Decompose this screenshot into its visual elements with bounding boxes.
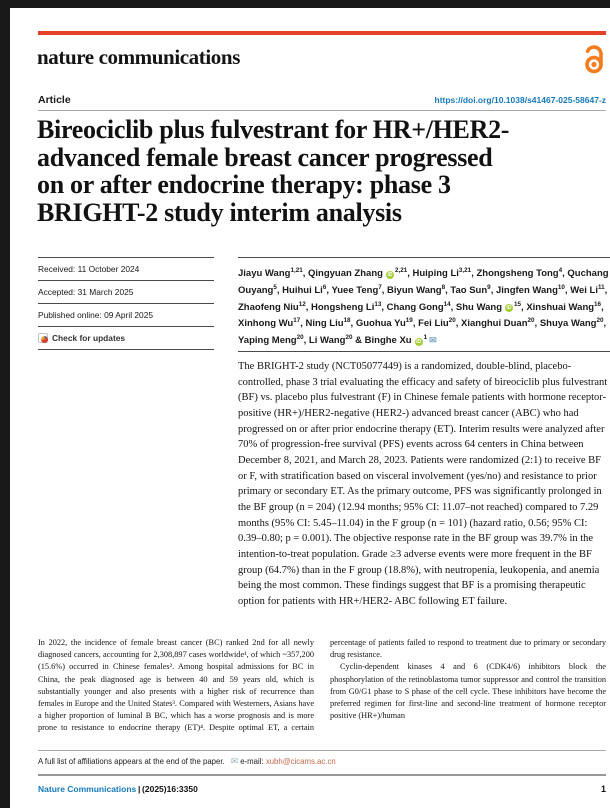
author: Hongsheng Li$^{13}$ (311, 300, 382, 313)
article-header-row (38, 94, 606, 106)
published-date: Published online: 09 April 2025 (38, 304, 214, 327)
author: Binghe Xu $iD^1$ ✉ (364, 334, 437, 347)
author: Quchang Ouyang$^5$ (238, 268, 609, 296)
author-affiliation-sup: 17 (293, 317, 301, 325)
email-label: e-mail: (240, 757, 264, 766)
accepted-date: Accepted: 31 March 2025 (38, 281, 214, 304)
author-affiliation-sup: 16 (594, 300, 602, 308)
check-for-updates-button[interactable] (38, 327, 214, 350)
author-affiliation-sup: 20 (345, 334, 353, 342)
author: Zhaofeng Niu$^{12}$ (238, 300, 306, 313)
author: Shuya Wang$^{20}$ (539, 317, 604, 330)
received-date: Received: 11 October 2024 (38, 258, 214, 281)
citation-separator: | (137, 784, 141, 794)
author-affiliation-sup: 15 (514, 300, 522, 308)
author-affiliation-sup: 20 (596, 317, 604, 325)
author-affiliation-sup: 9 (487, 283, 491, 291)
author: Tao Sun$^9$ (450, 283, 491, 296)
author: Qingyuan Zhang iD$^{2,21}$ (307, 267, 408, 279)
journal-logotype: nature communications (37, 45, 240, 69)
corresponding-author-email-icon[interactable]: ✉ (429, 335, 437, 346)
check-for-updates-label: Check for updates (52, 333, 126, 343)
doi-link[interactable]: https://doi.org/10.1038/s41467-025-58647-z (434, 95, 606, 105)
author: Jiayu Wang$^{1,21}$ (238, 267, 303, 279)
author-affiliation-sup: 13 (374, 300, 382, 308)
author: Fei Liu$^{20}$ (418, 317, 456, 330)
author-affiliation-sup: 8 (441, 283, 446, 291)
author-affiliation-sup: 1 (423, 334, 428, 342)
author-affiliation-sup: 18 (343, 317, 351, 325)
author-affiliation-sup: 1,21 (290, 267, 303, 274)
author: Wei Li$^{11}$ (570, 283, 605, 296)
author-affiliation-sup: 20 (527, 317, 535, 325)
author: Xinshuai Wang$^{16}$ (526, 300, 602, 313)
citation-text: (2025)16:3350 (142, 784, 198, 794)
email-link[interactable]: xubh@cicams.ac.cn (265, 757, 336, 766)
intro-paragraph: Cyclin-dependent kinases 4 and 6 (CDK4/6) inhibitors block the phosphorylation of the retinoblastoma tumor suppressor and control the transition from G0/G1 phase to S phase of the cell cycle. These inhibitors have become the preferred regimen for first-line and second-line treatment of hormone receptor positive (HR+)/human (330, 662, 606, 721)
footer-divider (38, 774, 606, 776)
author-affiliation-sup: 3,21 (458, 267, 472, 274)
article-type-label: Article (38, 94, 71, 106)
author-affiliation-sup: 20 (296, 334, 304, 342)
abstract-text: The BRIGHT-2 study (NCT05077449) is a randomized, double-blind, placebo-controlled, phase 3 trial evaluating the efficacy and safety of bireociclib plus fulvestrant (BF) vs. placebo plus fulvestrant (F) in Chinese female patients with hormone receptor-positive (HR+)/HER2-negative (HER2-) advanced breast cancer (ABC) who had progressed on or after prior endocrine therapy (ET). Interim results were analyzed after 70% of progression-free survival (PFS) events across 64 centers in China between December 8, 2021, and March 28, 2023. Patients were randomized (2:1) to receive BF or F, with stratification based on visceral involvement (yes/no) and resistance to prior primary or secondary ET. As the primary outcome, PFS was significantly prolonged in the BF group (n = 204) (12.94 months; 95% CI: 11.07–not reached) compared to 7.29 months (95% CI: 5.45–11.04) in the F group (n = 101) (hazard ratio, 0.56; 95% CI: 0.39–0.80; p = 0.001). The objective response rate in the BF group was 39.7% in the intention-to-treat population. Grade ≥3 adverse events were more frequent in the BF group (64.7%) than in the F group (18.8%), with neutropenia, leukopenia, and anemia being the most common. These findings suggest that BF is a promising therapeutic option for patients with HR+/HER2- ABC following ET failure. (238, 361, 608, 607)
author-affiliation-sup: 11 (598, 283, 605, 291)
author-affiliation-sup: 5 (273, 283, 277, 291)
title-line: BRIGHT-2 study interim analysis (37, 197, 402, 227)
author: Yaping Meng$^{20}$ (238, 334, 304, 347)
title-line: Bireociclib plus fulvestrant for HR+/HER2- (37, 115, 510, 144)
author: Li Wang$^{20}$ (308, 334, 353, 347)
author-affiliation-sup: 12 (298, 300, 306, 308)
author: Yuee Teng$^7$ (331, 283, 382, 296)
affiliation-divider (38, 750, 606, 751)
email-icon: ✉ (230, 756, 239, 766)
orcid-icon[interactable]: iD (387, 271, 393, 278)
orcid-icon[interactable]: iD (416, 338, 422, 345)
author: Xianghui Duan$^{20}$ (461, 317, 535, 330)
author-affiliation-sup: 14 (443, 300, 451, 308)
author: Chang Gong$^{14}$ (386, 300, 451, 313)
author: Zhongsheng Tong$^4$ (476, 267, 563, 279)
author: Biyun Wang$^8$ (387, 283, 446, 296)
author-affiliation-sup: 10 (557, 283, 565, 291)
author: Xinhong Wu$^{17}$ (238, 317, 301, 330)
affiliation-note (38, 756, 606, 767)
title-line: on or after endocrine therapy: phase 3 (37, 170, 451, 199)
author: Huiping Li$^{3,21}$ (412, 267, 472, 279)
author-affiliation-sup: 2,21 (394, 267, 408, 274)
affiliation-note-text: A full list of affiliations appears at the end of the paper. (38, 757, 225, 766)
author: Guohua Yu$^{19}$ (355, 317, 413, 330)
page-number: 1 (600, 784, 606, 794)
dates-panel (38, 257, 214, 350)
author: Shu Wang $iD^{15}$ (455, 300, 522, 313)
author-affiliation-sup: 7 (378, 283, 382, 291)
footer-line (38, 784, 606, 794)
orcid-icon[interactable]: iD (506, 305, 512, 312)
intro-paragraph: In 2022, the incidence of female breast cancer (BC) ranked 2nd for all newly diagnosed cancers, accounting for 2,308,897 cases worldwide¹, of which ~357,200 (15.6%) occurred in Chinese females². Among hospital admissions for BC in China, the peak diagnosed age is between 40 and 59 years old, which is substantially younger and also presents with a higher risk of recurrence than females in Europe and the United States³. Compared with Westerners, Asians have a higher proportion of luminal B BC, which has a worse prognosis and is more prone to resistance to endocrine therapy (ET)⁴. Despite optimal ET, a certain percentage of patients failed to respond to treatment due to primary or secondary drug resistance. (38, 638, 606, 733)
brand-bar (38, 31, 606, 35)
author-affiliation-sup: 6 (322, 283, 327, 291)
open-access-icon (582, 44, 606, 74)
author-affiliation-sup: 20 (448, 317, 456, 325)
author-affiliation-sup: 19 (405, 317, 413, 325)
journal-name-link[interactable]: Nature Communications (38, 784, 137, 794)
journal-citation (38, 784, 198, 794)
title-line: advanced female breast cancer progressed (37, 142, 493, 172)
author: Ning Liu$^{18}$ (305, 317, 351, 330)
author: Jingfen Wang$^{10}$ (495, 283, 565, 296)
intro-columns (38, 637, 606, 741)
author-affiliation-sup: 4 (558, 267, 563, 274)
crossmark-icon (38, 333, 48, 343)
article-page (10, 8, 610, 808)
author: Huihui Li$^6$ (282, 283, 327, 296)
header-divider (38, 110, 606, 111)
article-title (37, 116, 610, 226)
author-list: Jiayu Wang$^{1,21}$, Qingyuan Zhang iD$^{2,21}$, Huiping Li$^{3,21}$, Zhongsheng Tong$^4$, Quchang Ouyang$^5$, Huihui Li$^6$, Yuee Teng$^7$, Biyun Wang$^8$, Tao Sun$^9$, Jingfen Wang$^{10}$, Wei Li$^{11}$, Zhaofeng Niu$^{12}$, Hongsheng Li$^{13}$, Chang Gong$^{14}$, Shu Wang $iD^{15}$, Xinshuai Wang$^{16}$, Xinhong Wu$^{17}$, Ning Liu$^{18}$, Guohua Yu$^{19}$, Fei Liu$^{20}$, Xianghui Duan$^{20}$, Shuya Wang$^{20}$, Yaping Meng$^{20}$, Li Wang$^{20}$ & Binghe Xu $iD^1$ ✉ (238, 257, 610, 352)
